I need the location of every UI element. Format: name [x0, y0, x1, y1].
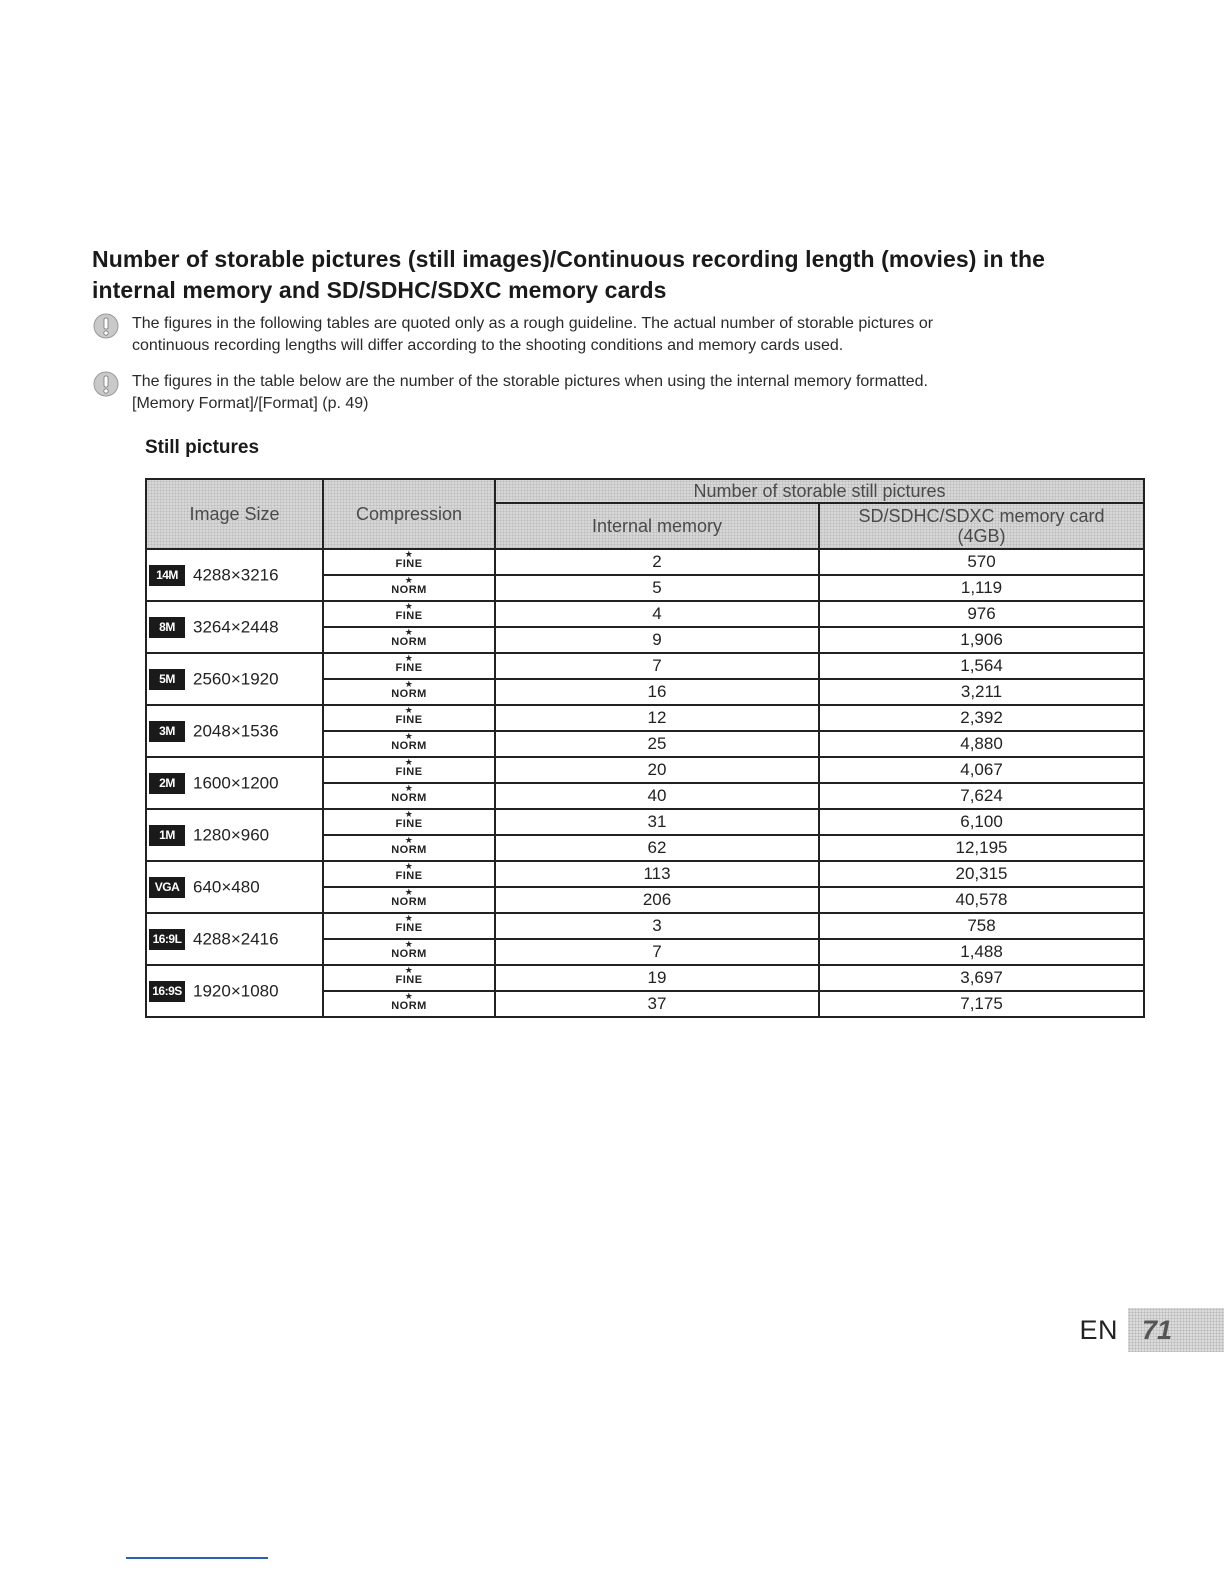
compression-norm-cell — [323, 887, 495, 913]
internal-memory-count: 19 — [495, 965, 819, 991]
image-size-icon: 3M — [149, 721, 185, 742]
memory-card-count: 758 — [819, 913, 1144, 939]
internal-memory-count: 20 — [495, 757, 819, 783]
header-number-of-storable: Number of storable still pictures — [495, 479, 1144, 503]
heading-line-2: internal memory and SD/SDHC/SDXC memory cards — [92, 277, 667, 303]
memory-card-count: 3,697 — [819, 965, 1144, 991]
table-row — [146, 965, 1144, 991]
compression-star-mark: ★ — [404, 679, 414, 689]
memory-card-count: 12,195 — [819, 835, 1144, 861]
heading-line-1: Number of storable pictures (still images)/Continuous recording length (movies) in the — [92, 246, 1045, 272]
caution-icon — [92, 370, 120, 398]
note-1-line-2: continuous recording lengths will differ according to the shooting conditions and memory cards used. — [132, 337, 844, 354]
internal-memory-count: 113 — [495, 861, 819, 887]
table-row — [146, 757, 1144, 783]
image-size-value: 4288×3216 — [193, 565, 279, 585]
compression-norm-cell — [323, 731, 495, 757]
page-number: 71 — [1128, 1308, 1224, 1352]
compression-label: NORM — [391, 740, 427, 752]
table-row — [146, 705, 1144, 731]
compression-norm-icon — [391, 627, 427, 648]
internal-memory-count: 37 — [495, 991, 819, 1017]
image-size-value: 1600×1200 — [193, 773, 279, 793]
caution-note-1 — [92, 313, 1132, 357]
compression-norm-icon — [391, 835, 427, 856]
image-size-icon: 14M — [149, 565, 185, 586]
image-size-cell — [146, 913, 323, 965]
memory-card-count: 6,100 — [819, 809, 1144, 835]
compression-star-mark: ★ — [404, 653, 414, 663]
memory-card-count: 1,564 — [819, 653, 1144, 679]
table-row — [146, 549, 1144, 575]
internal-memory-count: 25 — [495, 731, 819, 757]
compression-star-mark: ★ — [404, 627, 414, 637]
page-heading — [92, 244, 1142, 306]
compression-label: NORM — [391, 948, 427, 960]
internal-memory-count: 3 — [495, 913, 819, 939]
compression-star-mark: ★ — [404, 575, 414, 585]
internal-memory-count: 206 — [495, 887, 819, 913]
image-size-cell — [146, 861, 323, 913]
compression-star-mark: ★ — [404, 757, 414, 767]
compression-label: FINE — [395, 766, 423, 778]
memory-card-count: 1,906 — [819, 627, 1144, 653]
memory-card-count: 7,175 — [819, 991, 1144, 1017]
image-size-icon: 5M — [149, 669, 185, 690]
memory-card-count: 20,315 — [819, 861, 1144, 887]
header-memory-card-line-1: SD/SDHC/SDXC memory card — [858, 506, 1105, 526]
compression-star-mark: ★ — [404, 809, 414, 819]
language-label: EN — [1079, 1314, 1118, 1345]
compression-star-mark: ★ — [404, 549, 414, 559]
compression-fine-icon — [395, 549, 423, 570]
compression-star-mark: ★ — [404, 601, 414, 611]
compression-star-mark: ★ — [404, 861, 414, 871]
image-size-icon: 2M — [149, 773, 185, 794]
image-size-icon: 1M — [149, 825, 185, 846]
compression-label: FINE — [395, 662, 423, 674]
memory-card-count: 4,067 — [819, 757, 1144, 783]
compression-star-mark: ★ — [404, 965, 414, 975]
compression-norm-cell — [323, 991, 495, 1017]
compression-star-mark: ★ — [404, 731, 414, 741]
compression-norm-icon — [391, 731, 427, 752]
compression-fine-cell — [323, 861, 495, 887]
memory-card-count: 4,880 — [819, 731, 1144, 757]
section-subheading: Still pictures — [145, 437, 260, 458]
memory-card-count: 3,211 — [819, 679, 1144, 705]
internal-memory-count: 31 — [495, 809, 819, 835]
compression-star-mark: ★ — [404, 913, 414, 923]
compression-norm-icon — [391, 783, 427, 804]
compression-fine-icon — [395, 705, 423, 726]
compression-label: FINE — [395, 818, 423, 830]
compression-norm-cell — [323, 679, 495, 705]
image-size-cell — [146, 549, 323, 601]
image-size-icon: VGA — [149, 877, 185, 898]
memory-card-count: 1,119 — [819, 575, 1144, 601]
image-size-cell — [146, 757, 323, 809]
bottom-rule — [126, 1557, 268, 1559]
table-row — [146, 601, 1144, 627]
header-compression: Compression — [323, 479, 495, 549]
compression-fine-cell — [323, 653, 495, 679]
compression-norm-cell — [323, 939, 495, 965]
internal-memory-count: 4 — [495, 601, 819, 627]
image-size-value: 2048×1536 — [193, 721, 279, 741]
internal-memory-count: 9 — [495, 627, 819, 653]
compression-label: NORM — [391, 636, 427, 648]
memory-card-count: 570 — [819, 549, 1144, 575]
compression-fine-cell — [323, 601, 495, 627]
compression-fine-icon — [395, 757, 423, 778]
compression-label: FINE — [395, 558, 423, 570]
compression-label: NORM — [391, 584, 427, 596]
internal-memory-count: 7 — [495, 653, 819, 679]
compression-label: NORM — [391, 896, 427, 908]
compression-fine-icon — [395, 913, 423, 934]
compression-norm-icon — [391, 887, 427, 908]
compression-label: FINE — [395, 922, 423, 934]
image-size-cell — [146, 705, 323, 757]
image-size-value: 1280×960 — [193, 825, 270, 845]
internal-memory-count: 16 — [495, 679, 819, 705]
compression-star-mark: ★ — [404, 939, 414, 949]
compression-fine-icon — [395, 965, 423, 986]
compression-label: NORM — [391, 844, 427, 856]
compression-fine-cell — [323, 757, 495, 783]
compression-fine-cell — [323, 705, 495, 731]
memory-card-count: 2,392 — [819, 705, 1144, 731]
header-internal-memory: Internal memory — [495, 503, 819, 549]
image-size-icon: 16:9L — [149, 929, 185, 950]
compression-fine-cell — [323, 965, 495, 991]
compression-star-mark: ★ — [404, 991, 414, 1001]
compression-norm-icon — [391, 575, 427, 596]
image-size-icon: 8M — [149, 617, 185, 638]
page-footer — [1079, 1308, 1224, 1352]
image-size-cell — [146, 601, 323, 653]
compression-star-mark: ★ — [404, 705, 414, 715]
internal-memory-count: 40 — [495, 783, 819, 809]
internal-memory-count: 12 — [495, 705, 819, 731]
image-size-value: 1920×1080 — [193, 981, 279, 1001]
note-2-line-2: [Memory Format]/[Format] (p. 49) — [132, 395, 369, 412]
storable-pictures-table — [145, 478, 1145, 1018]
table-row — [146, 861, 1144, 887]
memory-card-count: 40,578 — [819, 887, 1144, 913]
internal-memory-count: 62 — [495, 835, 819, 861]
compression-norm-icon — [391, 679, 427, 700]
compression-star-mark: ★ — [404, 835, 414, 845]
compression-label: FINE — [395, 714, 423, 726]
compression-norm-icon — [391, 991, 427, 1012]
header-image-size: Image Size — [146, 479, 323, 549]
image-size-value: 2560×1920 — [193, 669, 279, 689]
caution-note-2 — [92, 371, 1132, 415]
image-size-cell — [146, 965, 323, 1017]
table-body — [146, 549, 1144, 1017]
memory-card-count: 1,488 — [819, 939, 1144, 965]
internal-memory-count: 5 — [495, 575, 819, 601]
compression-fine-cell — [323, 913, 495, 939]
compression-star-mark: ★ — [404, 887, 414, 897]
compression-star-mark: ★ — [404, 783, 414, 793]
compression-norm-cell — [323, 627, 495, 653]
table-row — [146, 913, 1144, 939]
image-size-value: 4288×2416 — [193, 929, 279, 949]
compression-norm-icon — [391, 939, 427, 960]
compression-norm-cell — [323, 835, 495, 861]
header-memory-card-line-2: (4GB) — [957, 526, 1006, 546]
compression-fine-icon — [395, 601, 423, 622]
compression-fine-icon — [395, 653, 423, 674]
image-size-cell — [146, 809, 323, 861]
caution-icon — [92, 312, 120, 340]
compression-label: NORM — [391, 792, 427, 804]
compression-label: NORM — [391, 688, 427, 700]
image-size-icon: 16:9S — [149, 981, 185, 1002]
compression-fine-cell — [323, 549, 495, 575]
compression-fine-icon — [395, 809, 423, 830]
internal-memory-count: 7 — [495, 939, 819, 965]
header-memory-card — [819, 503, 1144, 549]
internal-memory-count: 2 — [495, 549, 819, 575]
table-row — [146, 653, 1144, 679]
note-1-line-1: The figures in the following tables are quoted only as a rough guideline. The actual number of storable pictures or — [132, 315, 934, 332]
compression-norm-cell — [323, 783, 495, 809]
image-size-value: 3264×2448 — [193, 617, 279, 637]
compression-label: FINE — [395, 974, 423, 986]
compression-label: NORM — [391, 1000, 427, 1012]
memory-card-count: 7,624 — [819, 783, 1144, 809]
memory-card-count: 976 — [819, 601, 1144, 627]
image-size-value: 640×480 — [193, 877, 260, 897]
compression-fine-icon — [395, 861, 423, 882]
compression-fine-cell — [323, 809, 495, 835]
note-2-line-1: The figures in the table below are the number of the storable pictures when using the internal memory formatted. — [132, 373, 928, 390]
compression-label: FINE — [395, 870, 423, 882]
compression-label: FINE — [395, 610, 423, 622]
image-size-cell — [146, 653, 323, 705]
compression-norm-cell — [323, 575, 495, 601]
table-row — [146, 809, 1144, 835]
